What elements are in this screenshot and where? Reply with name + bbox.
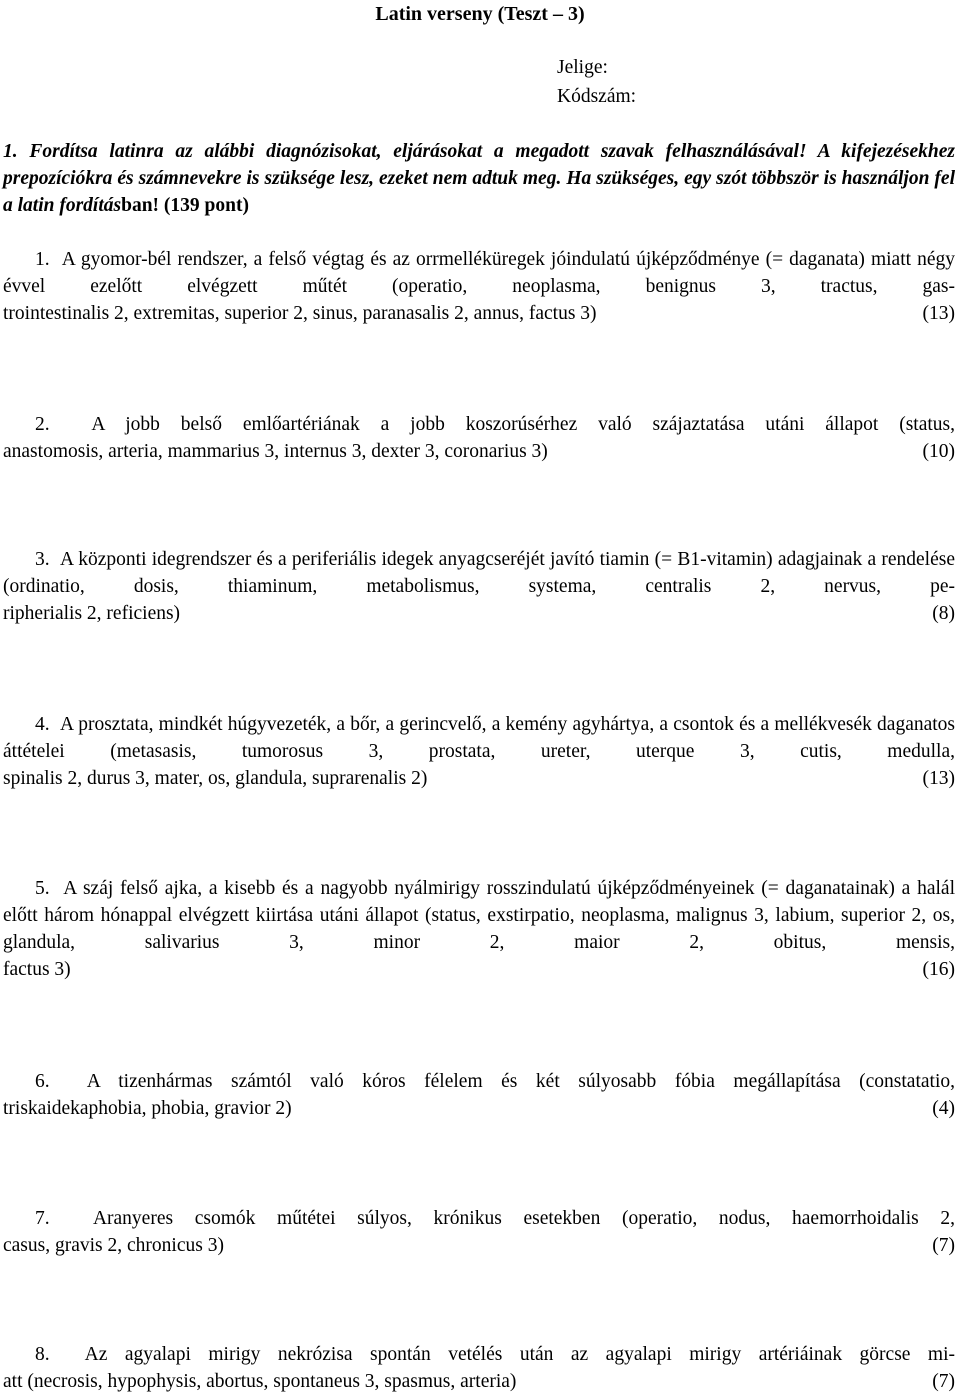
task-text: A jobb belső emlőartériának a jobb koszorúsérhez való szájaztatása utáni állapot (status, (91, 414, 956, 435)
task-points: (7) (932, 1235, 955, 1256)
kodszam-label: Kódszám: (557, 86, 637, 107)
task-item (3, 246, 955, 327)
task-points: (16) (922, 959, 955, 980)
task-text-last: att (necrosis, hypophysis, abortus, spontaneus 3, spasmus, arteria) (3, 1371, 517, 1392)
task-points: (13) (922, 768, 955, 789)
task-text-last: triskaidekaphobia, phobia, gravior 2) (3, 1098, 292, 1119)
task-item (3, 711, 955, 792)
task-item (3, 411, 955, 465)
task-number: 7. (35, 1208, 50, 1229)
task-number: 4. (35, 714, 50, 735)
task-points: (7) (932, 1371, 955, 1392)
page-title: Latin verseny (Teszt – 3) (375, 3, 585, 25)
instruction-italic: 1. Fordítsa latinra az alábbi diagnózisokat, eljárásokat a megadott szavak felhasználásával! A kifejezésekhez prepozíciókra és számnevekre is szüksége lesz, ezeket nem adtuk meg. Ha szükséges, egy szót többször is használjon fel a latin fordítás (3, 141, 955, 216)
task-text-last: ripherialis 2, reficiens) (3, 603, 181, 624)
task-text: Aranyeres csomók műtétei súlyos, krónikus esetekben (operatio, nodus, haemorrhoidalis 2, (92, 1208, 956, 1229)
task-text: A tizenhármas számtól való kóros félelem és két súlyosabb fóbia megállapítása (constatatio, (86, 1071, 955, 1092)
task-text: A száj felső ajka, a kisebb és a nagyobb nyálmirigy rosszindulatú újképződményeinek (= daganatainak) a halál előtt három hónappal elvégzett kiirtása utáni állapot (status, exstirpatio, neoplasma, malignus 3, labium, superior 2, os, glandula, salivarius 3, minor 2, maior 2, obitus, mensis, (3, 878, 956, 953)
task-item (3, 875, 955, 983)
task-text-last: anastomosis, arteria, mammarius 3, internus 3, dexter 3, coronarius 3) (3, 441, 548, 462)
instruction-plain: ban! (139 pont) (121, 195, 249, 216)
task-text-last: spinalis 2, durus 3, mater, os, glandula, suprarenalis 2) (3, 768, 428, 789)
task-points: (8) (932, 603, 955, 624)
task-text: A gyomor-bél rendszer, a felső végtag és az orrmelléküregek jóindulatú újképződménye (= daganata) miatt négy évvel ezelőtt elvégzett műtét (operatio, neoplasma, benignus 3, tractus, gas- (3, 249, 956, 297)
task-number: 6. (35, 1071, 50, 1092)
task-item (3, 1068, 955, 1122)
task-number: 2. (35, 414, 50, 435)
task-text: Az agyalapi mirigy nekrózisa spontán vetélés után az agyalapi mirigy artériáinak görcse mi- (84, 1344, 956, 1365)
task-item (3, 546, 955, 627)
task-number: 1. (35, 249, 50, 270)
task-number: 8. (35, 1344, 50, 1365)
task-points: (10) (922, 441, 955, 462)
jelige-label: Jelige: (557, 57, 608, 78)
task-text: A prosztata, mindkét húgyvezeték, a bőr, a gerincvelő, a kemény agyhártya, a csontok és a mellékvesék daganatos áttételei (metasasis, tumorosus 3, prostata, ureter, uterque 3, cutis, medulla, (3, 714, 956, 762)
task-number: 3. (35, 549, 50, 570)
task-item (3, 1205, 955, 1259)
task-number: 5. (35, 878, 50, 899)
task-text: A központi idegrendszer és a periferiális idegek anyagcseréjét javító tiamin (= B1-vitamin) adagjainak a rendelése (ordinatio, dosis, thiaminum, metabolismus, systema, centralis 2, nervus, pe- (3, 549, 955, 597)
task-item (3, 1341, 955, 1395)
task-text-last: casus, gravis 2, chronicus 3) (3, 1235, 224, 1256)
task-text-last: trointestinalis 2, extremitas, superior 2, sinus, paranasalis 2, annus, factus 3) (3, 303, 597, 324)
task-text-last: factus 3) (3, 959, 71, 980)
task-points: (13) (922, 303, 955, 324)
task-points: (4) (932, 1098, 955, 1119)
instruction-text (3, 138, 955, 219)
